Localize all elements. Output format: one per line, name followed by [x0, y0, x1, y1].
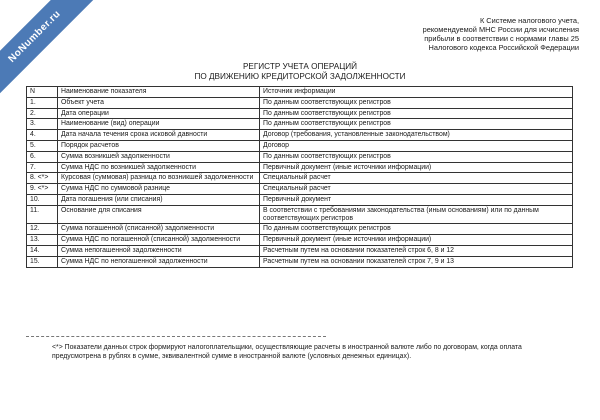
row-source: Договор (требования, установленные законодательством) — [260, 130, 573, 141]
row-source: Договор — [260, 140, 573, 151]
row-indicator: Порядок расчетов — [58, 140, 260, 151]
row-number: 6. — [27, 151, 58, 162]
table-row — [27, 130, 573, 141]
table-row — [27, 194, 573, 205]
row-number: 8. <*> — [27, 173, 58, 184]
row-source: Расчетным путем на основании показателей строк 6, 8 и 12 — [260, 245, 573, 256]
header-note — [379, 16, 579, 52]
row-number: 10. — [27, 194, 58, 205]
header-note-line: К Системе налогового учета, — [479, 16, 579, 25]
table-row — [27, 97, 573, 108]
row-source: По данным соответствующих регистров — [260, 119, 573, 130]
row-number: 1. — [27, 97, 58, 108]
row-source: В соответствии с требованиями законодательства (иным основаниям) или по данным соответствующих регистров — [260, 205, 573, 224]
row-source: По данным соответствующих регистров — [260, 224, 573, 235]
footnote: <*> Показатели данных строк формируют налогоплательщики, осуществляющие расчеты в иностранной валюте либо по договорам, когда оплата предусмотрена в рублях в сумме, эквивалентной сумме в иностранной валюте (условных денежных единицах). — [52, 344, 522, 360]
row-source: Специальный расчет — [260, 173, 573, 184]
register-table — [26, 86, 573, 268]
row-source: По данным соответствующих регистров — [260, 151, 573, 162]
row-number: 12. — [27, 224, 58, 235]
row-source: Специальный расчет — [260, 184, 573, 195]
table-row — [27, 224, 573, 235]
row-indicator: Дата начала течения срока исковой давности — [58, 130, 260, 141]
row-source: По данным соответствующих регистров — [260, 108, 573, 119]
table-row — [27, 256, 573, 267]
row-number: 7. — [27, 162, 58, 173]
table-row — [27, 235, 573, 246]
table-row — [27, 140, 573, 151]
table-row — [27, 108, 573, 119]
row-source: Расчетным путем на основании показателей строк 7, 9 и 13 — [260, 256, 573, 267]
footnote-divider — [26, 336, 326, 337]
row-indicator: Основание для списания — [58, 205, 260, 224]
title-line: ПО ДВИЖЕНИЮ КРЕДИТОРСКОЙ ЗАДОЛЖЕННОСТИ — [194, 71, 406, 81]
row-source: Первичный документ (иные источники информации) — [260, 235, 573, 246]
table-row — [27, 173, 573, 184]
row-number: 3. — [27, 119, 58, 130]
document-title — [0, 62, 600, 81]
row-number: 9. <*> — [27, 184, 58, 195]
header-number: N — [27, 87, 58, 98]
row-indicator: Наименование (вид) операции — [58, 119, 260, 130]
row-indicator: Сумма НДС по суммовой разнице — [58, 184, 260, 195]
row-number: 13. — [27, 235, 58, 246]
row-number: 4. — [27, 130, 58, 141]
row-number: 2. — [27, 108, 58, 119]
table-row — [27, 184, 573, 195]
row-source: По данным соответствующих регистров — [260, 97, 573, 108]
row-indicator: Сумма погашенной (списанной) задолженности — [58, 224, 260, 235]
row-indicator: Дата погашения (или списания) — [58, 194, 260, 205]
row-indicator: Сумма непогашенной задолженности — [58, 245, 260, 256]
table-row — [27, 245, 573, 256]
row-indicator: Курсовая (суммовая) разница по возникшей задолженности — [58, 173, 260, 184]
row-indicator: Сумма НДС по возникшей задолженности — [58, 162, 260, 173]
title-line: РЕГИСТР УЧЕТА ОПЕРАЦИЙ — [242, 62, 358, 71]
row-number: 14. — [27, 245, 58, 256]
row-number: 5. — [27, 140, 58, 151]
row-indicator: Сумма возникшей задолженности — [58, 151, 260, 162]
row-indicator: Сумма НДС по непогашенной задолженности — [58, 256, 260, 267]
row-indicator: Сумма НДС по погашенной (списанной) задолженности — [58, 235, 260, 246]
header-indicator: Наименование показателя — [58, 87, 260, 98]
table-row — [27, 205, 573, 224]
row-number: 15. — [27, 256, 58, 267]
header-note-line: прибыли в соответствии с нормами главы 25 — [424, 34, 579, 43]
table-row — [27, 119, 573, 130]
table-row — [27, 151, 573, 162]
table-row — [27, 162, 573, 173]
row-indicator: Объект учета — [58, 97, 260, 108]
row-source: Первичный документ (иные источники информации) — [260, 162, 573, 173]
header-source: Источник информации — [260, 87, 573, 98]
table-header-row — [27, 87, 573, 98]
header-note-line: Налогового кодекса Российской Федерации — [428, 43, 579, 52]
row-indicator: Дата операции — [58, 108, 260, 119]
row-number: 11. — [27, 205, 58, 224]
header-note-line: рекомендуемой МНС России для исчисления — [422, 25, 579, 34]
row-source: Первичный документ — [260, 194, 573, 205]
watermark-text: NoNumber.ru — [6, 8, 63, 65]
